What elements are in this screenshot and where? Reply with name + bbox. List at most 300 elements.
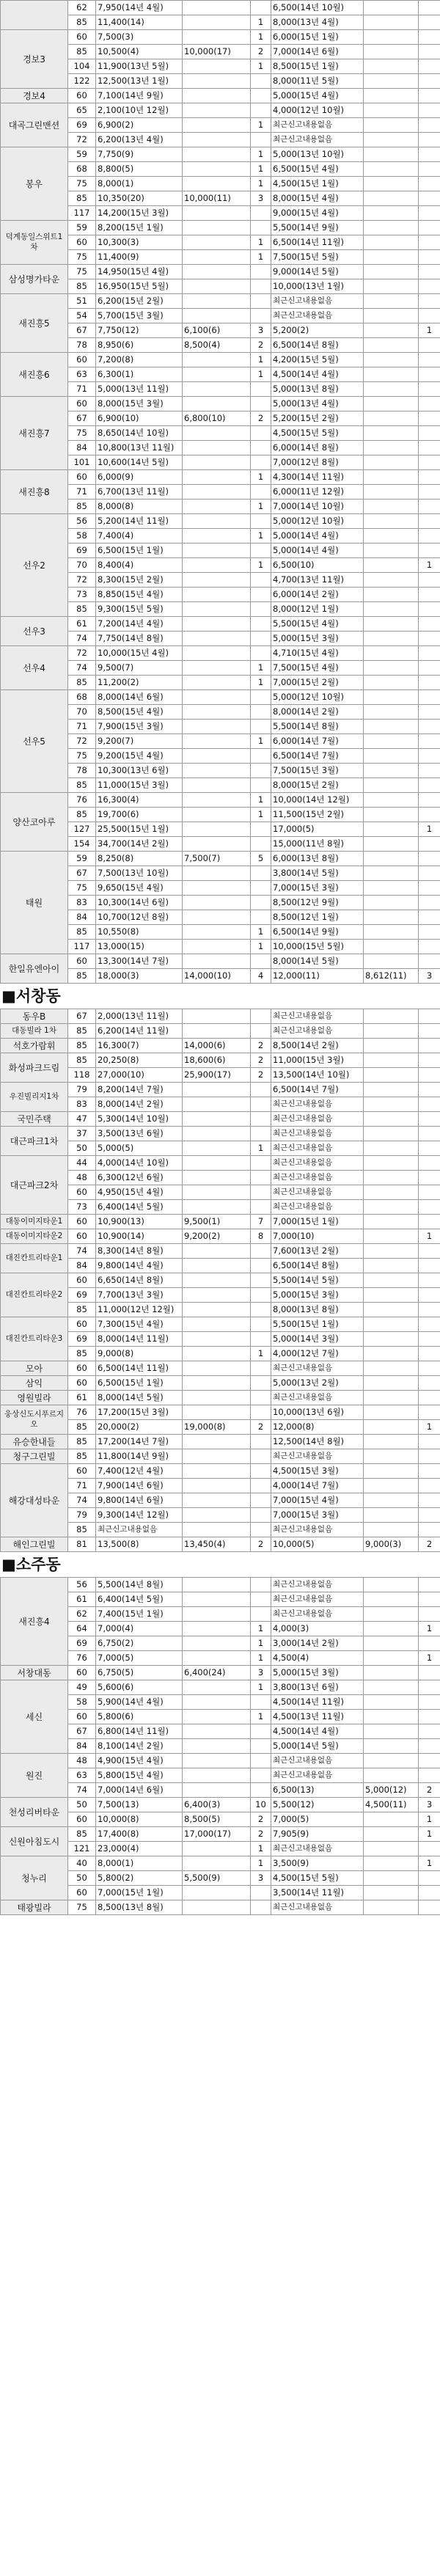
lease-price-cell: 6,000(14년 8월) <box>271 441 364 455</box>
area-cell: 59 <box>68 852 96 866</box>
sale-low-cell <box>183 1347 251 1361</box>
sale-price-cell: 6,500(15년 1월) <box>96 1376 183 1391</box>
lease-low-cell <box>364 1680 419 1695</box>
table-row <box>1 793 440 808</box>
sale-price-cell: 6,750(2) <box>96 1636 183 1651</box>
sale-low-cell <box>183 1156 251 1171</box>
sale-low-cell <box>183 265 251 279</box>
sale-price-cell: 9,200(15년 4월) <box>96 749 183 764</box>
sale-count-cell: 1 <box>251 1680 271 1695</box>
lease-price-cell: 7,000(15년 3월) <box>271 1508 364 1523</box>
sale-price-cell: 10,300(3) <box>96 235 183 250</box>
table-row <box>1 1361 440 1376</box>
lease-count-cell <box>419 1391 440 1405</box>
lease-count-cell <box>419 1288 440 1303</box>
sale-count-cell <box>251 1493 271 1508</box>
area-cell: 60 <box>68 1464 96 1479</box>
sale-price-cell: 8,650(14년 10월) <box>96 426 183 441</box>
table-row <box>1 1827 440 1842</box>
lease-low-cell <box>364 1754 419 1768</box>
lease-count-cell <box>419 1332 440 1347</box>
sale-count-cell <box>251 1900 271 1915</box>
sale-price-cell: 10,900(13) <box>96 1215 183 1229</box>
sale-count-cell: 2 <box>251 338 271 353</box>
lease-low-cell <box>364 15 419 30</box>
lease-count-cell <box>419 1127 440 1141</box>
sale-count-cell <box>251 279 271 294</box>
lease-low-cell <box>364 1622 419 1636</box>
lease-count-cell <box>419 367 440 382</box>
lease-low-cell <box>364 1156 419 1171</box>
lease-low-cell <box>364 411 419 426</box>
lease-low-cell <box>364 1083 419 1097</box>
lease-count-cell <box>419 45 440 59</box>
lease-low-cell <box>364 588 419 602</box>
sale-count-cell <box>251 866 271 881</box>
sale-count-cell <box>251 896 271 910</box>
area-cell: 84 <box>68 910 96 925</box>
sale-low-cell <box>183 896 251 910</box>
area-cell: 58 <box>68 1695 96 1710</box>
sale-count-cell: 1 <box>251 470 271 485</box>
lease-low-cell: 5,000(12) <box>364 1783 419 1798</box>
lease-price-cell: 7,905(9) <box>271 1827 364 1842</box>
lease-low-cell <box>364 250 419 265</box>
sale-low-cell: 6,400(24) <box>183 1666 251 1680</box>
sale-price-cell: 10,000(8) <box>96 1812 183 1827</box>
sale-price-cell: 16,300(7) <box>96 1039 183 1053</box>
lease-low-cell <box>364 529 419 544</box>
lease-price-cell: 6,500(14년 10월) <box>271 1 364 15</box>
sale-low-cell <box>183 1695 251 1710</box>
lease-count-cell <box>419 1376 440 1391</box>
sale-low-cell <box>183 1449 251 1464</box>
table-row <box>1 89 440 103</box>
sale-count-cell <box>251 588 271 602</box>
lease-low-cell <box>364 734 419 749</box>
sale-low-cell <box>183 294 251 309</box>
table-row <box>1 1 440 15</box>
lease-count-cell <box>419 235 440 250</box>
area-cell: 47 <box>68 1112 96 1127</box>
sale-low-cell <box>183 690 251 705</box>
table-row <box>1 1229 440 1244</box>
sale-count-cell: 1 <box>251 147 271 162</box>
lease-count-cell <box>419 1024 440 1039</box>
table-row <box>1 954 440 969</box>
sale-price-cell: 14,200(15년 3월) <box>96 206 183 221</box>
complex-name: 새진흥8 <box>1 470 68 514</box>
area-cell: 121 <box>68 1842 96 1856</box>
lease-low-cell <box>364 808 419 822</box>
sale-price-cell: 10,800(13년 11월) <box>96 441 183 455</box>
sale-low-cell: 7,500(7) <box>183 852 251 866</box>
lease-count-cell: 1 <box>419 822 440 837</box>
sale-count-cell: 1 <box>251 793 271 808</box>
sale-price-cell: 7,900(14년 6월) <box>96 1479 183 1493</box>
lease-low-cell <box>364 1391 419 1405</box>
area-cell: 69 <box>68 1288 96 1303</box>
complex-name: 한일유엔아이 <box>1 954 68 984</box>
area-cell: 75 <box>68 749 96 764</box>
lease-price-cell: 최근신고내용없음 <box>271 1578 364 1592</box>
lease-low-cell <box>364 265 419 279</box>
lease-price-cell: 6,500(14년 9월) <box>271 925 364 940</box>
sale-count-cell <box>251 1009 271 1024</box>
lease-count-cell <box>419 1405 440 1420</box>
sale-price-cell: 11,900(13년 5월) <box>96 59 183 74</box>
lease-low-cell <box>364 940 419 954</box>
sale-count-cell <box>251 1695 271 1710</box>
lease-price-cell: 4,500(15년 5월) <box>271 1871 364 1886</box>
complex-name: 대진칸트리타운1 <box>1 1244 68 1273</box>
lease-price-cell: 7,500(15년 4월) <box>271 661 364 676</box>
sale-price-cell: 9,000(8) <box>96 1347 183 1361</box>
lease-low-cell <box>364 1376 419 1391</box>
area-cell: 70 <box>68 558 96 573</box>
lease-low-cell <box>364 1 419 15</box>
lease-price-cell: 최근신고내용없음 <box>271 309 364 323</box>
table-row <box>1 1215 440 1229</box>
complex-name: 원진 <box>1 1754 68 1798</box>
lease-price-cell: 최근신고내용없음 <box>271 1009 364 1024</box>
sale-count-cell <box>251 1112 271 1127</box>
sale-count-cell <box>251 1317 271 1332</box>
area-cell: 85 <box>68 1523 96 1537</box>
sale-price-cell: 10,550(8) <box>96 925 183 940</box>
complex-name: 청누리 <box>1 1856 68 1900</box>
lease-count-cell <box>419 206 440 221</box>
sale-count-cell <box>251 397 271 411</box>
sale-low-cell <box>183 250 251 265</box>
sale-count-cell <box>251 426 271 441</box>
lease-count-cell <box>419 1680 440 1695</box>
lease-low-cell <box>364 925 419 940</box>
lease-low-cell <box>364 147 419 162</box>
table-row <box>1 1405 440 1420</box>
lease-price-cell: 4,000(12년 10월) <box>271 103 364 118</box>
sale-count-cell: 1 <box>251 1347 271 1361</box>
sale-price-cell: 7,750(9) <box>96 147 183 162</box>
lease-price-cell: 4,300(14년 11월) <box>271 470 364 485</box>
lease-count-cell <box>419 1479 440 1493</box>
lease-price-cell: 3,000(14년 2월) <box>271 1636 364 1651</box>
lease-low-cell <box>364 1449 419 1464</box>
lease-count-cell: 1 <box>419 1420 440 1435</box>
sale-count-cell <box>251 1273 271 1288</box>
sale-count-cell: 1 <box>251 30 271 45</box>
lease-price-cell: 5,000(14년 5월) <box>271 1739 364 1754</box>
lease-price-cell: 7,000(14년 10월) <box>271 500 364 514</box>
sale-low-cell <box>183 661 251 676</box>
lease-low-cell <box>364 1347 419 1361</box>
sale-price-cell: 7,400(12년 4월) <box>96 1464 183 1479</box>
complex-name: 대근파크1차 <box>1 1127 68 1156</box>
lease-count-cell <box>419 1009 440 1024</box>
sale-low-cell <box>183 588 251 602</box>
sale-low-cell <box>183 89 251 103</box>
sale-price-cell: 9,650(15년 4월) <box>96 881 183 896</box>
area-cell: 60 <box>68 89 96 103</box>
sale-count-cell: 1 <box>251 529 271 544</box>
sale-low-cell <box>183 353 251 367</box>
sale-low-cell <box>183 1303 251 1317</box>
sale-count-cell <box>251 573 271 588</box>
lease-price-cell: 5,000(13년 2월) <box>271 1376 364 1391</box>
sale-price-cell: 5,700(15년 3월) <box>96 309 183 323</box>
area-cell: 49 <box>68 1680 96 1695</box>
sale-count-cell: 1 <box>251 162 271 177</box>
sale-count-cell: 2 <box>251 1537 271 1552</box>
lease-count-cell <box>419 646 440 661</box>
sale-count-cell: 1 <box>251 353 271 367</box>
lease-low-cell <box>364 690 419 705</box>
sale-price-cell: 13,500(8) <box>96 1537 183 1552</box>
sale-low-cell <box>183 397 251 411</box>
lease-low-cell <box>364 1636 419 1651</box>
complex-name: 영원빌라 <box>1 1391 68 1405</box>
sale-price-cell: 7,950(14년 4월) <box>96 1 183 15</box>
sale-price-cell: 8,000(14년 11월) <box>96 1332 183 1347</box>
area-cell: 75 <box>68 1900 96 1915</box>
lease-count-cell <box>419 1141 440 1156</box>
lease-low-cell <box>364 1053 419 1068</box>
area-cell: 76 <box>68 793 96 808</box>
sale-low-cell <box>183 1886 251 1900</box>
lease-low-cell <box>364 45 419 59</box>
lease-low-cell <box>364 1024 419 1039</box>
sale-price-cell: 6,200(13년 4월) <box>96 133 183 147</box>
lease-count-cell: 1 <box>419 323 440 338</box>
area-cell: 79 <box>68 1508 96 1523</box>
lease-count-cell <box>419 1171 440 1185</box>
lease-low-cell <box>364 1479 419 1493</box>
complex-name: 새진흥7 <box>1 397 68 470</box>
lease-count-cell <box>419 1666 440 1680</box>
sale-low-cell <box>183 1842 251 1856</box>
lease-price-cell: 최근신고내용없음 <box>271 1768 364 1783</box>
complex-name: 선우3 <box>1 617 68 646</box>
lease-low-cell <box>364 881 419 896</box>
sale-price-cell: 7,400(4) <box>96 529 183 544</box>
table-row <box>1 353 440 367</box>
sale-low-cell: 14,000(10) <box>183 969 251 984</box>
sale-low-cell <box>183 1288 251 1303</box>
sale-low-cell <box>183 470 251 485</box>
lease-count-cell <box>419 1523 440 1537</box>
lease-count-cell <box>419 500 440 514</box>
sale-low-cell <box>183 1710 251 1724</box>
lease-price-cell: 최근신고내용없음 <box>271 1900 364 1915</box>
lease-price-cell: 7,500(15년 5월) <box>271 250 364 265</box>
sale-count-cell: 1 <box>251 940 271 954</box>
sale-low-cell <box>183 485 251 500</box>
area-cell: 67 <box>68 323 96 338</box>
sale-price-cell: 7,000(4) <box>96 1622 183 1636</box>
lease-price-cell: 5,500(15년 4월) <box>271 617 364 632</box>
sale-low-cell <box>183 1024 251 1039</box>
lease-count-cell <box>419 162 440 177</box>
lease-low-cell <box>364 720 419 734</box>
lease-price-cell: 3,800(13년 6월) <box>271 1680 364 1695</box>
lease-price-cell: 12,000(8) <box>271 1420 364 1435</box>
table-row <box>1 1464 440 1479</box>
area-cell: 60 <box>68 397 96 411</box>
lease-price-cell: 4,500(15년 5월) <box>271 426 364 441</box>
lease-low-cell <box>364 837 419 852</box>
lease-count-cell <box>419 191 440 206</box>
area-cell: 68 <box>68 162 96 177</box>
lease-price-cell: 3,800(14년 5월) <box>271 866 364 881</box>
area-cell: 68 <box>68 690 96 705</box>
sale-price-cell: 5,300(14년 10월) <box>96 1112 183 1127</box>
sale-price-cell: 6,900(2) <box>96 118 183 133</box>
sale-price-cell: 9,300(14년 12월) <box>96 1508 183 1523</box>
complex-name: 삼익 <box>1 1376 68 1391</box>
sale-low-cell <box>183 59 251 74</box>
sale-price-cell: 11,000(15년 3월) <box>96 778 183 793</box>
sale-count-cell <box>251 822 271 837</box>
area-cell: 60 <box>68 1185 96 1200</box>
sale-price-cell: 34,700(14년 2월) <box>96 837 183 852</box>
lease-price-cell: 10,000(13년 1월) <box>271 279 364 294</box>
sale-count-cell: 2 <box>251 1039 271 1053</box>
lease-low-cell <box>364 1812 419 1827</box>
area-cell: 60 <box>68 353 96 367</box>
area-cell: 117 <box>68 206 96 221</box>
table-row <box>1 1435 440 1449</box>
sale-low-cell: 25,900(17) <box>183 1068 251 1083</box>
sale-price-cell: 11,000(12년 12월) <box>96 1303 183 1317</box>
lease-low-cell <box>364 397 419 411</box>
lease-low-cell <box>364 1303 419 1317</box>
lease-count-cell <box>419 837 440 852</box>
lease-count-cell: 2 <box>419 1537 440 1552</box>
lease-count-cell: 1 <box>419 1856 440 1871</box>
sale-count-cell <box>251 690 271 705</box>
lease-count-cell <box>419 1592 440 1607</box>
area-cell: 51 <box>68 294 96 309</box>
table-row <box>1 470 440 485</box>
lease-price-cell: 최근신고내용없음 <box>271 133 364 147</box>
area-cell: 75 <box>68 881 96 896</box>
sale-count-cell: 3 <box>251 1666 271 1680</box>
sale-count-cell <box>251 265 271 279</box>
lease-low-cell <box>364 455 419 470</box>
lease-low-cell <box>364 338 419 353</box>
lease-count-cell <box>419 1578 440 1592</box>
complex-name: 유승한내들 <box>1 1435 68 1449</box>
lease-low-cell <box>364 646 419 661</box>
table-row <box>1 646 440 661</box>
lease-price-cell: 5,000(12년 10월) <box>271 690 364 705</box>
sale-low-cell: 14,000(6) <box>183 1039 251 1053</box>
lease-price-cell: 8,000(11년 5월) <box>271 74 364 89</box>
table-row <box>1 1009 440 1024</box>
sale-low-cell: 6,400(3) <box>183 1798 251 1812</box>
area-cell: 71 <box>68 1479 96 1493</box>
lease-low-cell <box>364 1332 419 1347</box>
sale-low-cell <box>183 881 251 896</box>
sale-low-cell <box>183 1607 251 1622</box>
sale-price-cell: 7,750(12) <box>96 323 183 338</box>
lease-low-cell <box>364 1244 419 1259</box>
lease-low-cell <box>364 1827 419 1842</box>
lease-count-cell <box>419 1273 440 1288</box>
sale-low-cell <box>183 1259 251 1273</box>
lease-count-cell <box>419 1695 440 1710</box>
area-cell: 44 <box>68 1156 96 1171</box>
complex-name: 선우2 <box>1 514 68 617</box>
lease-price-cell: 최근신고내용없음 <box>271 294 364 309</box>
sale-price-cell: 17,200(15년 3월) <box>96 1405 183 1420</box>
sale-price-cell: 4,900(15년 4월) <box>96 1754 183 1768</box>
sale-low-cell <box>183 1592 251 1607</box>
sale-price-cell: 20,250(8) <box>96 1053 183 1068</box>
sale-count-cell <box>251 514 271 529</box>
sale-count-cell <box>251 1405 271 1420</box>
lease-price-cell: 6,500(13) <box>271 1783 364 1798</box>
sale-price-cell: 11,400(9) <box>96 250 183 265</box>
lease-count-cell: 3 <box>419 969 440 984</box>
lease-price-cell: 8,500(12년 1월) <box>271 910 364 925</box>
lease-price-cell: 최근신고내용없음 <box>271 1361 364 1376</box>
sale-low-cell <box>183 1783 251 1798</box>
sale-price-cell: 7,300(15년 4월) <box>96 1317 183 1332</box>
lease-low-cell <box>364 118 419 133</box>
sale-price-cell: 9,500(7) <box>96 661 183 676</box>
sale-low-cell <box>183 1680 251 1695</box>
sale-count-cell: 1 <box>251 661 271 676</box>
lease-count-cell <box>419 1068 440 1083</box>
sale-price-cell: 6,200(15년 2월) <box>96 294 183 309</box>
lease-low-cell <box>364 1739 419 1754</box>
lease-count-cell <box>419 1244 440 1259</box>
table-row <box>1 1024 440 1039</box>
lease-price-cell: 7,600(13년 2월) <box>271 1244 364 1259</box>
lease-price-cell: 8,000(15년 4월) <box>271 191 364 206</box>
lease-count-cell <box>419 118 440 133</box>
sale-count-cell <box>251 1435 271 1449</box>
sale-count-cell <box>251 954 271 969</box>
lease-price-cell: 5,200(2) <box>271 323 364 338</box>
area-cell: 84 <box>68 441 96 455</box>
sale-count-cell <box>251 89 271 103</box>
sale-count-cell: 1 <box>251 500 271 514</box>
lease-count-cell <box>419 1303 440 1317</box>
lease-count-cell <box>419 705 440 720</box>
lease-count-cell <box>419 441 440 455</box>
sale-price-cell: 10,500(4) <box>96 45 183 59</box>
lease-low-cell <box>364 1493 419 1508</box>
sale-price-cell: 8,500(15년 4월) <box>96 705 183 720</box>
complex-name: 대진칸트리타운2 <box>1 1273 68 1317</box>
sale-count-cell: 10 <box>251 1798 271 1812</box>
section-title: ■서창동 <box>1 987 61 1005</box>
complex-name: 화성파크드림 <box>1 1053 68 1083</box>
area-cell: 101 <box>68 455 96 470</box>
lease-price-cell: 4,000(12년 7월) <box>271 1347 364 1361</box>
lease-price-cell: 5,000(14년 4월) <box>271 529 364 544</box>
lease-low-cell <box>364 1361 419 1376</box>
sale-count-cell: 3 <box>251 191 271 206</box>
lease-count-cell: 1 <box>419 1651 440 1666</box>
sale-low-cell <box>183 646 251 661</box>
lease-price-cell: 5,500(12) <box>271 1798 364 1812</box>
sale-low-cell <box>183 206 251 221</box>
lease-count-cell <box>419 103 440 118</box>
area-cell: 85 <box>68 676 96 690</box>
